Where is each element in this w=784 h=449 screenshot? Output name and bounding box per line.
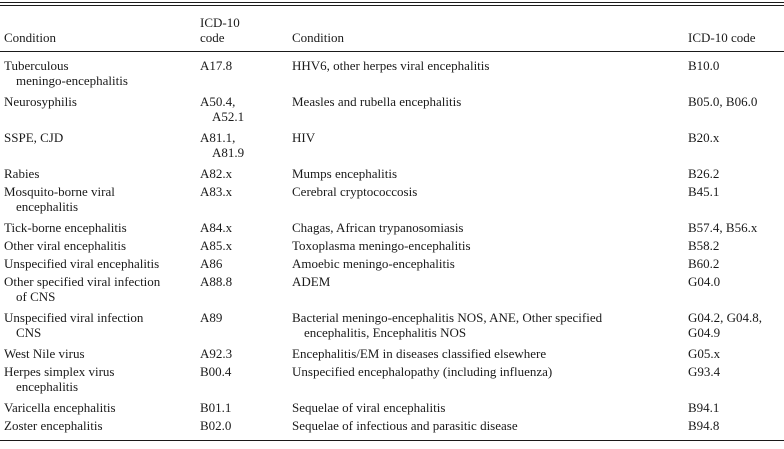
condition-cell bbox=[4, 220, 127, 235]
icd-code-cell bbox=[688, 238, 719, 253]
cell-line: B94.1 bbox=[688, 400, 720, 415]
condition-cell bbox=[4, 58, 128, 88]
cell-line: CNS bbox=[16, 325, 42, 340]
icd-code-cell bbox=[200, 58, 232, 73]
icd-code-cell bbox=[688, 94, 757, 109]
cell-line: Rabies bbox=[4, 166, 40, 181]
cell-line: SSPE, CJD bbox=[4, 130, 64, 145]
cell-line: Amoebic meningo-encephalitis bbox=[292, 256, 455, 271]
icd-code-cell bbox=[688, 400, 719, 415]
condition-cell bbox=[4, 400, 116, 415]
cell-line: A84.x bbox=[200, 220, 233, 235]
cell-line: Measles and rubella encephalitis bbox=[292, 94, 462, 109]
cell-line: Varicella encephalitis bbox=[4, 400, 116, 415]
cell-line: B26.2 bbox=[688, 166, 720, 181]
icd-code-cell bbox=[200, 220, 232, 235]
cell-line: B20.x bbox=[688, 130, 720, 145]
top-rule-1 bbox=[0, 2, 784, 3]
icd-code-cell bbox=[200, 256, 222, 271]
cell-line: Bacterial meningo-encephalitis NOS, ANE, Other specified bbox=[292, 310, 603, 325]
cell-line: A83.x bbox=[200, 184, 233, 199]
cell-line: HHV6, other herpes viral encephalitis bbox=[292, 58, 490, 73]
icd-code-cell bbox=[200, 400, 231, 415]
cell-line: G04.9 bbox=[688, 325, 721, 340]
condition-cell bbox=[292, 310, 602, 340]
cell-line: Zoster encephalitis bbox=[4, 418, 103, 433]
cell-line: A52.1 bbox=[212, 109, 245, 124]
condition-cell bbox=[292, 166, 397, 181]
condition-cell bbox=[292, 220, 464, 235]
icd-code-cell bbox=[200, 310, 222, 325]
cell-line: A89 bbox=[200, 310, 223, 325]
cell-line: Mosquito-borne viral bbox=[4, 184, 115, 199]
cell-line: Unspecified encephalopathy (including influenza) bbox=[292, 364, 553, 379]
cell-line: Unspecified viral infection bbox=[4, 310, 144, 325]
cell-line: Herpes simplex virus bbox=[4, 364, 115, 379]
cell-line: B05.0, B06.0 bbox=[688, 94, 758, 109]
cell-line: A88.8 bbox=[200, 274, 233, 289]
cell-line: encephalitis bbox=[16, 379, 79, 394]
cell-line: Encephalitis/EM in diseases classified elsewhere bbox=[292, 346, 547, 361]
cell-line: Tick-borne encephalitis bbox=[4, 220, 127, 235]
cell-line: A85.x bbox=[200, 238, 233, 253]
cell-line: Mumps encephalitis bbox=[292, 166, 398, 181]
condition-cell bbox=[292, 238, 471, 253]
icd-code-cell bbox=[200, 166, 232, 181]
condition-cell bbox=[4, 166, 39, 181]
cell-line: A50.4, bbox=[200, 94, 236, 109]
icd-code-cell bbox=[688, 364, 720, 379]
condition-cell bbox=[292, 418, 518, 433]
cell-line: Other specified viral infection bbox=[4, 274, 161, 289]
condition-cell bbox=[292, 400, 445, 415]
cell-line: A81.1, bbox=[200, 130, 236, 145]
cell-line: A82.x bbox=[200, 166, 233, 181]
icd-code-cell bbox=[688, 130, 719, 145]
icd-code-cell bbox=[688, 274, 720, 289]
condition-cell bbox=[4, 184, 115, 214]
cell-line: B02.0 bbox=[200, 418, 232, 433]
cell-line: of CNS bbox=[16, 289, 56, 304]
cell-line: G93.4 bbox=[688, 364, 721, 379]
header-rule bbox=[0, 51, 784, 52]
icd-code-cell bbox=[688, 184, 719, 199]
cell-line: Sequelae of viral encephalitis bbox=[292, 400, 446, 415]
cell-line: G04.0 bbox=[688, 274, 721, 289]
cell-line: encephalitis bbox=[16, 199, 79, 214]
cell-line: B00.4 bbox=[200, 364, 232, 379]
cell-line: Tuberculous bbox=[4, 58, 69, 73]
cell-line: G05.x bbox=[688, 346, 721, 361]
icd-code-cell bbox=[200, 130, 244, 160]
cell-line: B57.4, B56.x bbox=[688, 220, 758, 235]
header-condition-left: Condition bbox=[4, 30, 57, 45]
condition-cell bbox=[4, 238, 126, 253]
condition-cell bbox=[4, 274, 160, 304]
cell-line: G04.2, G04.8, bbox=[688, 310, 763, 325]
condition-cell bbox=[4, 310, 143, 340]
cell-line: Sequelae of infectious and parasitic disease bbox=[292, 418, 518, 433]
cell-line: B10.0 bbox=[688, 58, 720, 73]
top-rule-2 bbox=[0, 5, 784, 6]
cell-line: Other viral encephalitis bbox=[4, 238, 127, 253]
cell-line: West Nile virus bbox=[4, 346, 85, 361]
condition-cell bbox=[4, 130, 63, 145]
icd-code-cell bbox=[200, 184, 232, 199]
icd-code-cell bbox=[200, 238, 232, 253]
condition-cell bbox=[292, 256, 455, 271]
icd-code-cell bbox=[688, 310, 762, 340]
icd-code-cell bbox=[688, 346, 720, 361]
cell-line: Cerebral cryptococcosis bbox=[292, 184, 418, 199]
icd-code-cell bbox=[200, 274, 232, 289]
cell-line: Neurosyphilis bbox=[4, 94, 77, 109]
icd-code-cell bbox=[688, 256, 719, 271]
condition-cell bbox=[292, 130, 315, 145]
condition-cell bbox=[292, 58, 489, 73]
cell-line: B45.1 bbox=[688, 184, 720, 199]
cell-line: Unspecified viral encephalitis bbox=[4, 256, 160, 271]
icd-code-cell bbox=[688, 166, 719, 181]
cell-line: B94.8 bbox=[688, 418, 720, 433]
condition-cell bbox=[292, 364, 552, 379]
cell-line: HIV bbox=[292, 130, 316, 145]
cell-line: B60.2 bbox=[688, 256, 720, 271]
condition-cell bbox=[292, 184, 417, 199]
header-icd-left-line2: code bbox=[200, 30, 225, 45]
cell-line: ADEM bbox=[292, 274, 331, 289]
header-condition-right: Condition bbox=[292, 30, 345, 45]
cell-line: Chagas, African trypanosomiasis bbox=[292, 220, 464, 235]
condition-cell bbox=[4, 256, 159, 271]
header-icd-left-line1: ICD-10 bbox=[200, 15, 240, 30]
icd-code-cell bbox=[200, 346, 232, 361]
cell-line: A92.3 bbox=[200, 346, 233, 361]
condition-cell bbox=[292, 346, 546, 361]
cell-line: A81.9 bbox=[212, 145, 245, 160]
icd-code-cell bbox=[200, 364, 231, 379]
icd-code-cell bbox=[200, 94, 244, 124]
bottom-rule bbox=[0, 440, 784, 441]
cell-line: B01.1 bbox=[200, 400, 232, 415]
cell-line: A86 bbox=[200, 256, 223, 271]
cell-line: meningo-encephalitis bbox=[16, 73, 128, 88]
icd-code-cell bbox=[688, 418, 719, 433]
condition-cell bbox=[292, 274, 330, 289]
cell-line: B58.2 bbox=[688, 238, 720, 253]
cell-line: Toxoplasma meningo-encephalitis bbox=[292, 238, 471, 253]
condition-cell bbox=[4, 364, 114, 394]
header-icd-left bbox=[200, 15, 240, 45]
condition-cell bbox=[292, 94, 461, 109]
header-icd-right: ICD-10 code bbox=[688, 30, 756, 45]
condition-cell bbox=[4, 94, 77, 109]
icd-code-cell bbox=[688, 220, 757, 235]
cell-line: A17.8 bbox=[200, 58, 233, 73]
condition-cell bbox=[4, 346, 85, 361]
icd-code-cell bbox=[200, 418, 231, 433]
condition-cell bbox=[4, 418, 103, 433]
cell-line: encephalitis, Encephalitis NOS bbox=[304, 325, 467, 340]
icd-code-cell bbox=[688, 58, 719, 73]
